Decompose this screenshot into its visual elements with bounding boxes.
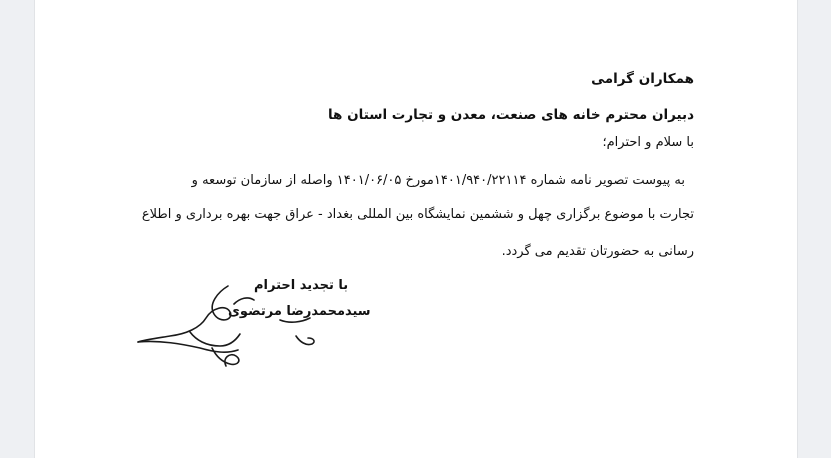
signer-name: سیدمحمدرضا مرتضوی bbox=[228, 304, 371, 319]
body-line-3: رسانی به حضورتان تقدیم می گردد. bbox=[501, 244, 694, 259]
salutation: با سلام و احترام؛ bbox=[602, 135, 694, 150]
handwritten-signature bbox=[130, 268, 330, 378]
recipients-line: دبیران محترم خانه های صنعت، معدن و تجارت استان ها bbox=[327, 107, 694, 123]
body-line-2: تجارت با موضوع برگزاری چهل و ششمین نمایشگاه بین المللی بغداد - عراق جهت بهره برداری و اطلاع bbox=[141, 207, 694, 222]
greeting: همکاران گرامی bbox=[591, 71, 694, 87]
letter-page bbox=[34, 0, 798, 458]
body-line-1: به پیوست تصویر نامه شماره ۱۴۰۱/۹۴۰/۲۲۱۱۴مورخ ۱۴۰۱/۰۶/۰۵ واصله از سازمان توسعه و bbox=[191, 173, 685, 188]
closing-line: با تجدید احترام bbox=[254, 278, 349, 293]
